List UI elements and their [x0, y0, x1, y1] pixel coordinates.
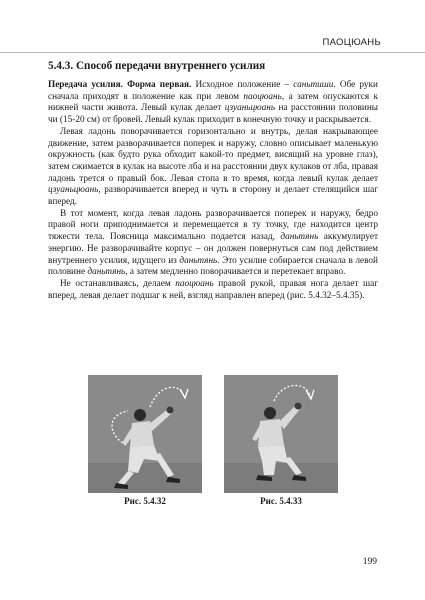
- text-run: , а затем опускаются к нижней части живота. Левый кулак делает: [48, 91, 378, 114]
- figure-caption-1: Рис. 5.4.32: [124, 496, 166, 506]
- section-title: 5.4.3. Способ передачи внутреннего усилия: [48, 60, 266, 72]
- text-run: . Обе руки сначала приходят в положение как при левом: [48, 80, 378, 102]
- figure-photo-1: [88, 375, 202, 493]
- term-zuanquan: цзуаньцюань: [48, 185, 99, 196]
- paragraph-4: [48, 279, 378, 302]
- text-run: , а затем медленно поворачивается и перетекает вправо.: [125, 267, 346, 278]
- text-run: на расстоянии половины чи (15-20 см) от бровей. Левый кулак приходит в конечную точку и раскрывается.: [48, 103, 378, 126]
- term-paoquan: паоцюань: [243, 91, 282, 102]
- text-run: Не останавливаясь, делаем: [60, 278, 176, 289]
- text-run: В тот момент, когда левая ладонь разворачивается поперек и наружу, бедро правой ноги приподнимается и перемещается в ту точку, где находится центр тяжести тела. Поясница максимально подается назад,: [48, 208, 378, 243]
- figure-group: [88, 375, 378, 505]
- paragraph-2: [48, 127, 378, 209]
- text-run: Левая ладонь поворачивается горизонтально и внутрь, делая накрывающее движение, затем разворачивается поперек и наружу, словно описывает маленькую окружность (как будто рука обходит какой-то предмет, висящий на уровне глаз), затем сжимается в кулак на высоте лба и на расстоянии двух кулаков от лба, правая ладонь трется о правый бок. Левая стопа в то время, когда левый кулак делает: [48, 126, 378, 184]
- term-dantian: даньтянь: [179, 255, 218, 266]
- paragraph-1: [48, 80, 378, 127]
- martial-artist-photo-1: [88, 375, 202, 493]
- paragraph-1-lead: Передача усилия. Форма первая.: [48, 80, 192, 90]
- figure-photo-2: [224, 375, 338, 493]
- term-santishi: саньтиши: [293, 80, 334, 90]
- term-dantian: даньтянь: [87, 267, 126, 278]
- body-text: [48, 80, 378, 302]
- martial-artist-photo-2: [224, 375, 338, 493]
- text-run: . Это усилие собирается сначала в левой половине: [48, 255, 378, 278]
- figure-caption-2: Рис. 5.4.33: [260, 496, 302, 506]
- text-run: Исходное положение –: [191, 80, 294, 90]
- text-run: правой рукой, правая нога делает шаг вперед, левая делает подшаг к ней, взгляд направлен вперед (рис. 5.4.32–5.4.35).: [48, 278, 378, 301]
- paragraph-3: [48, 209, 378, 279]
- page-number: 199: [362, 557, 377, 567]
- term-paoquan: паоцюань: [175, 278, 214, 289]
- term-dantian: даньтянь: [280, 232, 319, 243]
- term-zuanquan: цзуаньцюань: [224, 103, 276, 114]
- text-run: , разворачивается вперед и чуть в сторону и делает стелящийся шаг вперед.: [48, 185, 378, 208]
- header-rule: [0, 52, 425, 53]
- running-head: ПАОЦЮАНЬ: [322, 37, 381, 48]
- text-run: аккумулирует энергию. Не разворачивайте корпус – он должен повернуться сам под действием внутреннего усилия, идущего из: [48, 232, 378, 266]
